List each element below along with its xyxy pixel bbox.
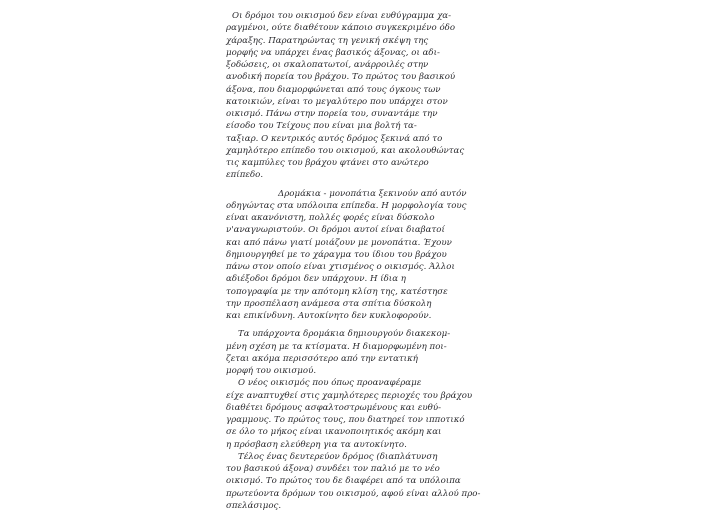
- text-line: σπελάσιμος.: [226, 500, 282, 511]
- text-line: και από πάνω γιατί μοιάζουν με μονοπάτια. Έχουν: [226, 237, 452, 248]
- text-line: είχε αναπτυχθεί στις χαμηλότερες περιοχές του βράχου: [226, 390, 473, 401]
- text-line: επίπεδο.: [226, 170, 264, 181]
- text-line: κατοικιών, είναι το μεγαλύτερο που υπάρχει στον: [226, 96, 448, 107]
- text-line: μορφή του οικισμού.: [226, 366, 317, 376]
- text-line: ζεται ακόμα περισσότερο από την εντατική: [226, 353, 418, 364]
- handwritten-text-block: [226, 10, 501, 512]
- text-line: του βασικού άξονα) συνδέει τον παλιό με το νέο: [226, 464, 440, 474]
- text-line: πρωτεύοντα δρόμων του οικισμού, αφού είναι αλλού προ-: [226, 488, 481, 499]
- text-line: οικισμό. Το πρώτος του δε διαφέρει από τα υπόλοιπα: [226, 476, 461, 487]
- text-line: χάραξης. Παρατηρώντας τη γενική σκέψη της: [226, 35, 429, 46]
- text-line: οικισμό. Πάνω στην πορεία του, συναντάμε την: [226, 109, 438, 119]
- text-line: ξοδώσεις, οι σκαλοπατωτοί, ανάρροιλές στην: [226, 60, 429, 70]
- text-line: διαθέτει δρόμους ασφαλτοστρωμένους και ευθύ-: [226, 402, 441, 413]
- text-line: και επικίνδυνη. Αυτοκίνητο δεν κυκλοφορούν.: [226, 311, 432, 321]
- text-line: σε όλο το μήκος είναι ικανοποιητικός ακόμη και: [226, 427, 442, 438]
- text-line: οδηγώντας στα υπόλοιπα επίπεδα. Η μορφολογία τους: [226, 200, 467, 211]
- text-line: ταξιαρ. Ο κεντρικός αυτός δρόμος ξεκινά από το: [226, 133, 443, 144]
- text-line: τις καμπύλες του βράχου φτάνει στο ανώτερο: [226, 158, 429, 168]
- text-line: ν'αναγνωριστούν. Οι δρόμοι αυτοί είναι διαβατοί: [226, 225, 445, 236]
- text-line: Τέλος ένας δευτερεύον δρόμος (διαπλάτυνση: [238, 451, 438, 462]
- text-line: Τα υπάρχοντα δρομάκια δημιουργούν διακεκομ-: [238, 329, 451, 340]
- text-line: χαμηλότερο επίπεδο του οικισμού, και ακολουθώντας: [226, 145, 465, 156]
- text-line: πάνω στον οποίο είναι χτισμένος ο οικισμός. Άλλοι: [226, 262, 455, 272]
- text-line: ανοδική πορεία του βράχου. Το πρώτος του βασικού: [226, 72, 456, 83]
- text-line: είσοδο του Τείχους που είναι μια βολτή τα-: [226, 121, 417, 132]
- text-line: γραμμους. Το πρώτος τους, που διατηρεί τον ιπποτικό: [226, 415, 465, 425]
- text-line: ραγμένοι, ούτε διαθέτουν κάποιο συγκεκριμένο όδο: [226, 23, 456, 34]
- text-line: είναι ακανόνιστη, πολλές φορές είναι δύσκολο: [226, 213, 435, 223]
- text-line: τοπογραφία με την απότομη κλίση της, κατέστησε: [226, 286, 448, 297]
- text-line: μορφής να υπάρχει ένας βασικός άξονας, οι αδι-: [226, 47, 440, 58]
- text-line: αδιέξοδοι δρόμοι δεν υπάρχουν. Η ίδια η: [226, 274, 406, 285]
- text-line: Δρομάκια - μονοπάτια ξεκινούν από αυτόν: [278, 188, 467, 199]
- text-line: την προσπέλαση ανάμεσα στα σπίτια δύσκολη: [226, 298, 432, 309]
- text-line: η πρόσβαση ελεύθερη για τα αυτοκίνητο.: [226, 439, 407, 450]
- text-line: μένη σχέση με τα κτίσματα. Η διαμορφωμένη ποι-: [226, 341, 447, 352]
- text-line: Ο νέος οικισμός που όπως προαναφέραμε: [238, 378, 422, 389]
- text-line: Οι δρόμοι του οικισμού δεν είναι ευθύγραμμα χα-: [232, 11, 452, 21]
- text-line: δημιουργηθεί με το χάραγμα του ίδιου του βράχου: [226, 249, 447, 260]
- text-line: άξονα, που διαμορφώνεται από τους όγκους των: [226, 84, 441, 95]
